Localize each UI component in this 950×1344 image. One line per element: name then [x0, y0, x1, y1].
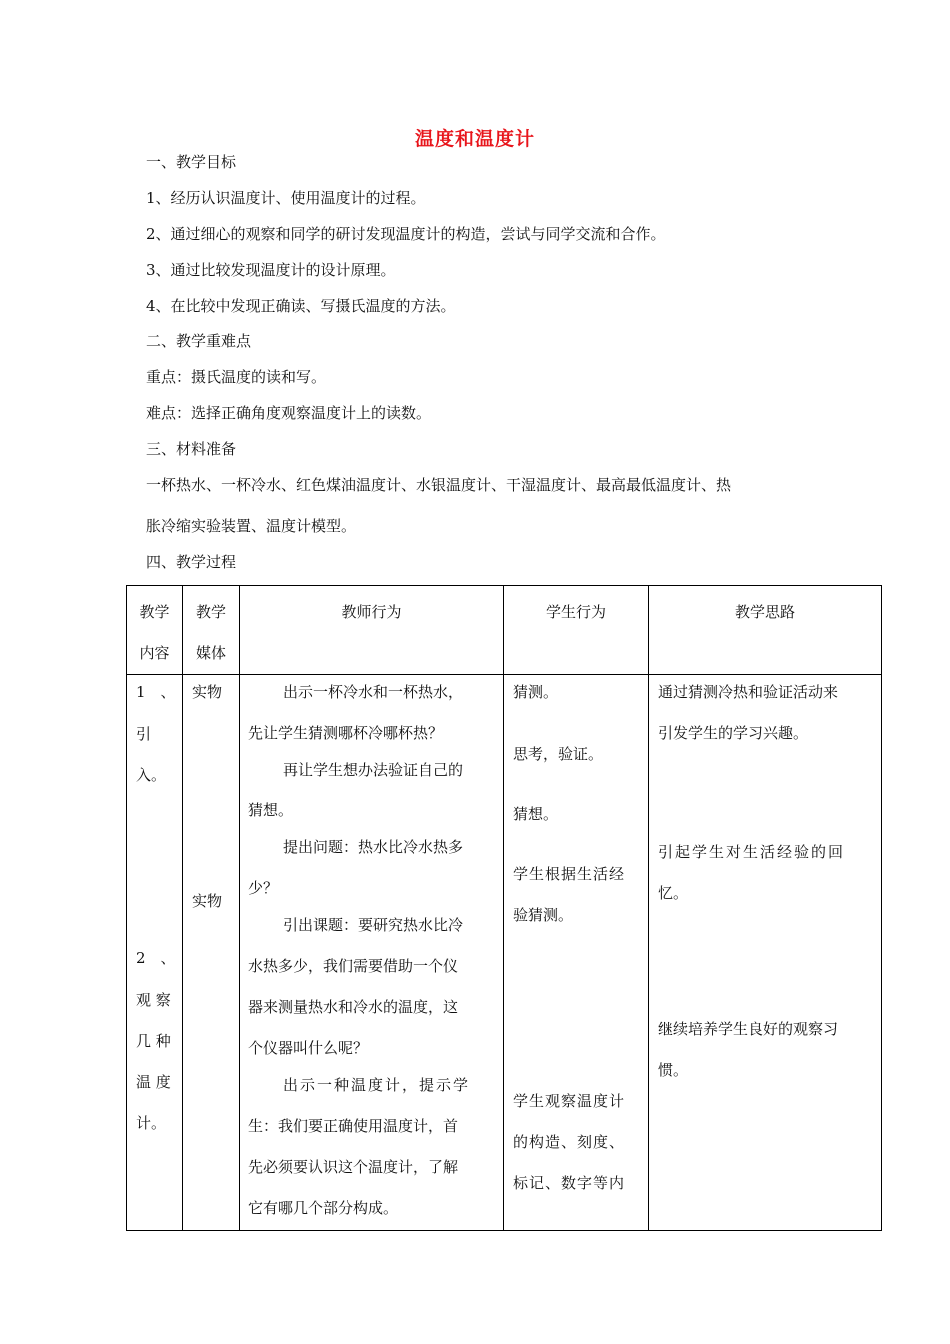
lesson-process-table	[126, 585, 882, 1231]
student-line: 验猜测。	[513, 906, 574, 924]
header-student	[504, 586, 649, 675]
objective-item: 3、通过比较发现温度计的设计原理。	[146, 261, 396, 279]
teacher-line: 水热多少，我们需要借助一个仪	[248, 957, 459, 975]
section-heading-materials: 三、材料准备	[146, 440, 237, 458]
header-teacher	[240, 586, 504, 675]
teacher-line: 引出课题：要研究热水比冷	[283, 916, 464, 934]
header-teacher-label: 教师行为	[341, 603, 402, 621]
header-media-line2: 媒体	[195, 644, 226, 662]
teacher-line: 再让学生想办法验证自己的	[283, 761, 464, 779]
section-heading-key-points: 二、教学重难点	[146, 332, 252, 350]
table-row	[127, 675, 882, 1231]
content-line: 观 察	[136, 991, 171, 1009]
header-thinking	[649, 586, 882, 675]
materials-line: 胀冷缩实验装置、温度计模型。	[146, 517, 357, 535]
content-line: 计。	[136, 1114, 167, 1132]
objective-item: 2、通过细心的观察和同学的研讨发现温度计的构造，尝试与同学交流和合作。	[146, 225, 666, 243]
teacher-line: 先让学生猜测哪杯冷哪杯热？	[248, 724, 444, 742]
header-content-line2: 内容	[139, 644, 170, 662]
content-cell	[127, 675, 183, 1231]
thinking-line: 继续培养学生良好的观察习	[658, 1020, 839, 1038]
teacher-line: 猜想。	[248, 801, 294, 819]
student-cell	[504, 675, 649, 1231]
content-line: 温 度	[136, 1073, 171, 1091]
teacher-line: 生：我们要正确使用温度计，首	[248, 1117, 459, 1135]
header-content-line1: 教学	[139, 603, 170, 621]
student-line: 思考，验证。	[513, 745, 604, 763]
teacher-line: 器来测量热水和冷水的温度，这	[248, 998, 459, 1016]
media-item: 实物	[192, 892, 223, 910]
teacher-line: 个仪器叫什么呢？	[248, 1039, 369, 1057]
media-item: 实物	[192, 683, 223, 701]
section-heading-process: 四、教学过程	[146, 553, 237, 571]
teacher-line: 它有哪几个部分构成。	[248, 1199, 399, 1217]
content-line: 入。	[136, 766, 167, 784]
student-line: 猜测。	[513, 683, 559, 701]
content-line: 1 、	[136, 683, 176, 701]
thinking-line: 通过猜测冷热和验证活动来	[658, 683, 839, 701]
student-line: 猜想。	[513, 805, 559, 823]
teacher-line: 先必须要认识这个温度计，了解	[248, 1158, 459, 1176]
document-title: 温度和温度计	[414, 128, 535, 150]
teacher-cell	[240, 675, 504, 1231]
section-heading-objectives: 一、教学目标	[146, 153, 237, 171]
table-header-row	[127, 586, 882, 675]
key-point-item: 重点：摄氏温度的读和写。	[146, 368, 327, 386]
content-line: 2 、	[136, 949, 176, 967]
materials-line: 一杯热水、一杯冷水、红色煤油温度计、水银温度计、干湿温度计、最高最低温度计、热	[146, 476, 732, 494]
thinking-cell	[649, 675, 882, 1231]
teacher-line: 出示一杯冷水和一杯热水，	[283, 683, 464, 701]
content-line: 几 种	[136, 1032, 171, 1050]
objective-item: 1、经历认识温度计、使用温度计的过程。	[146, 189, 426, 207]
teacher-line: 少？	[248, 879, 279, 897]
thinking-line: 忆。	[658, 884, 689, 902]
student-line: 标记、数字等内	[513, 1174, 626, 1192]
media-cell	[183, 675, 240, 1231]
student-line: 学生根据生活经	[513, 865, 626, 883]
key-point-item: 难点：选择正确角度观察温度计上的读数。	[146, 404, 432, 422]
header-thinking-label: 教学思路	[734, 603, 795, 621]
objective-item: 4、在比较中发现正确读、写摄氏温度的方法。	[146, 297, 456, 315]
student-line: 学生观察温度计	[513, 1092, 626, 1110]
thinking-line: 引发学生的学习兴趣。	[658, 724, 809, 742]
content-line: 引	[136, 725, 152, 743]
student-line: 的构造、刻度、	[513, 1133, 626, 1151]
header-media-line1: 教学	[195, 603, 226, 621]
teacher-line: 出示一种温度计，提示学	[283, 1076, 471, 1094]
header-student-label: 学生行为	[545, 603, 606, 621]
header-content	[127, 586, 183, 675]
header-media	[183, 586, 240, 675]
teacher-line: 提出问题：热水比冷水热多	[283, 838, 464, 856]
thinking-line: 惯。	[658, 1061, 689, 1079]
thinking-line: 引起学生对生活经验的回	[658, 843, 846, 861]
